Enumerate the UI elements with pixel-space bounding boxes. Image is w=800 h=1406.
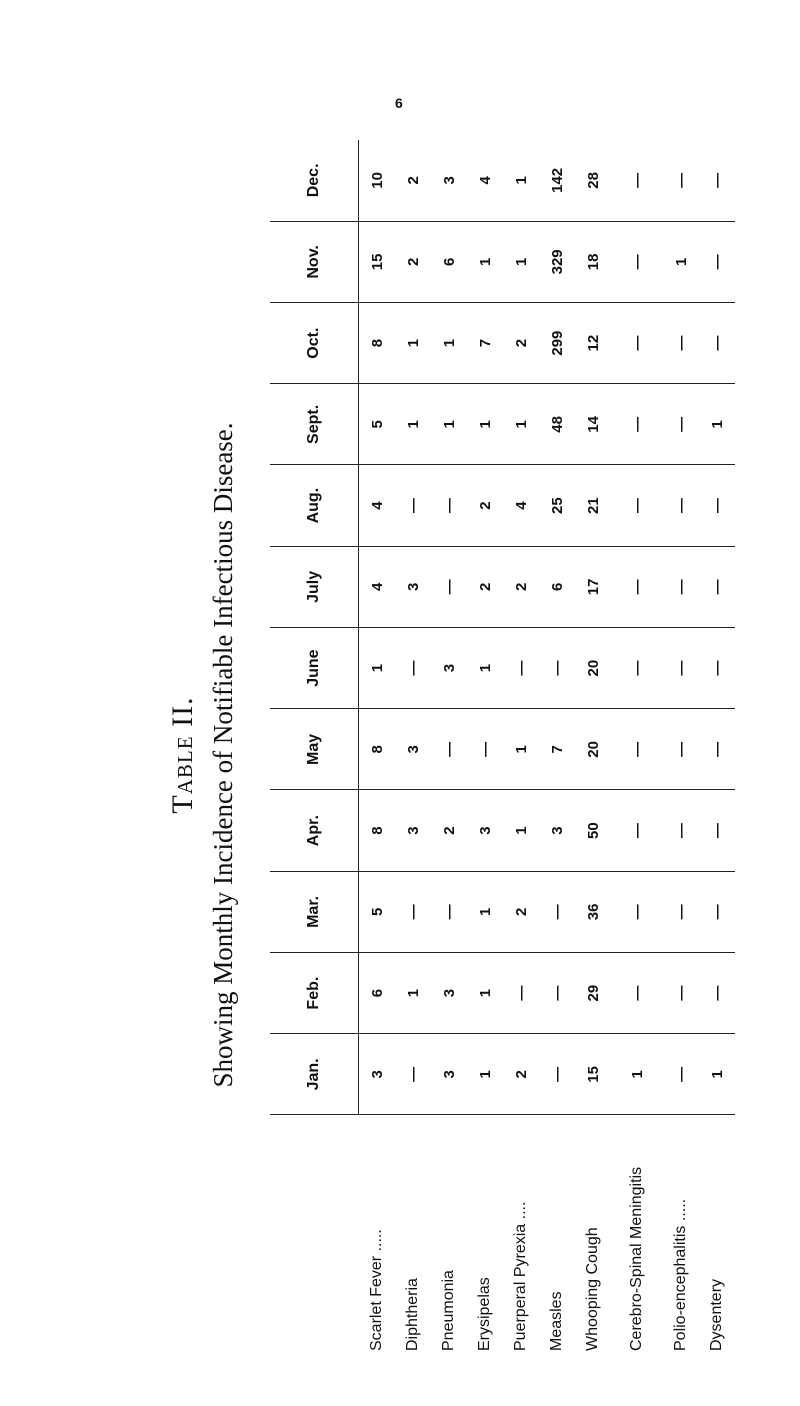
disease-label: Scarlet Fever [367,1255,385,1351]
cell-value: — [431,709,467,790]
cell-value: 20 [575,628,611,709]
cell-value: 8 [359,303,396,384]
cell-value: — [699,790,735,871]
month-header: Mar. [270,871,359,952]
disease-label: Pneumonia [440,1270,457,1351]
cell-value: 3 [395,790,431,871]
cell-value: — [611,140,663,221]
disease-name [431,1115,467,1365]
cell-value: 2 [503,546,539,627]
cell-value: — [699,140,735,221]
cell-value: 28 [575,140,611,221]
cell-value: 1 [359,628,396,709]
cell-value: — [539,953,575,1034]
cell-value: 7 [539,709,575,790]
disease-label: Puerperal Pyrexia [512,1223,529,1351]
header-corner [270,1115,359,1365]
cell-value: — [611,465,663,546]
cell-value: 8 [359,790,396,871]
cell-value: 6 [431,221,467,302]
dot-leader: ..... [672,1198,689,1222]
cell-value: — [663,628,699,709]
cell-value: 1 [467,628,503,709]
disease-name [611,1115,663,1365]
month-header: Nov. [270,221,359,302]
cell-value: 18 [575,221,611,302]
cell-value: — [611,303,663,384]
cell-value: — [699,546,735,627]
cell-value: — [699,709,735,790]
header-row [270,140,359,1365]
cell-value: 4 [467,140,503,221]
cell-value: 5 [359,384,396,465]
table-title: Showing Monthly Incidence of Notifiable Infectious Disease. [208,422,238,1088]
cell-value: — [699,953,735,1034]
table-row [503,140,539,1365]
cell-value: 2 [395,140,431,221]
table-body [359,140,736,1365]
table-row [575,140,611,1365]
month-header: Aug. [270,465,359,546]
cell-value: — [663,140,699,221]
disease-label: Whooping Cough [584,1227,601,1351]
cell-value: 2 [503,871,539,952]
disease-name [467,1115,503,1365]
cell-value: — [663,790,699,871]
rotated-table-block [160,135,760,1375]
disease-name [663,1115,699,1365]
cell-value: — [503,953,539,1034]
month-header: Jan. [270,1034,359,1115]
cell-value: 1 [503,384,539,465]
table-row [539,140,575,1365]
disease-label: Cerebro-Spinal Meningitis [628,1166,645,1351]
cell-value: 1 [503,790,539,871]
cell-value: 7 [467,303,503,384]
cell-value: 2 [431,790,467,871]
cell-value: 21 [575,465,611,546]
cell-value: 1 [467,384,503,465]
cell-value: — [611,709,663,790]
cell-value: — [395,628,431,709]
table-row [663,140,699,1365]
disease-name [503,1115,539,1365]
cell-value: 6 [539,546,575,627]
dot-leader: .... [512,1201,529,1220]
table-row [395,140,431,1365]
cell-value: — [699,871,735,952]
disease-label: Dysentery [708,1278,725,1351]
cell-value: 1 [467,221,503,302]
disease-label: Diphtheria [404,1278,421,1351]
cell-value: — [431,465,467,546]
disease-name [699,1115,735,1365]
cell-value: 1 [431,303,467,384]
cell-value: 29 [575,953,611,1034]
month-header: July [270,546,359,627]
disease-label: Measles [548,1291,565,1351]
cell-value: 1 [395,384,431,465]
cell-value: 329 [539,221,575,302]
page-number: 6 [395,95,403,111]
cell-value: — [663,871,699,952]
cell-value: 10 [359,140,396,221]
cell-value: — [467,709,503,790]
cell-value: 4 [503,465,539,546]
cell-value: 2 [467,465,503,546]
cell-value: 14 [575,384,611,465]
cell-value: — [699,465,735,546]
table-row [431,140,467,1365]
cell-value: 3 [395,709,431,790]
cell-value: — [663,1034,699,1115]
cell-value: 1 [503,221,539,302]
cell-value: 1 [503,709,539,790]
cell-value: 1 [699,384,735,465]
cell-value: — [663,384,699,465]
cell-value: 15 [575,1034,611,1115]
cell-value: — [611,221,663,302]
cell-value: 1 [395,953,431,1034]
cell-value: 1 [431,384,467,465]
cell-value: 8 [359,709,396,790]
cell-value: — [663,465,699,546]
cell-value: 1 [467,871,503,952]
cell-value: — [395,1034,431,1115]
cell-value: 299 [539,303,575,384]
cell-value: — [503,628,539,709]
cell-value: 50 [575,790,611,871]
disease-name [539,1115,575,1365]
cell-value: — [395,465,431,546]
cell-value: 142 [539,140,575,221]
cell-value: 12 [575,303,611,384]
month-header: Feb. [270,953,359,1034]
cell-value: — [539,628,575,709]
cell-value: 20 [575,709,611,790]
cell-value: — [611,790,663,871]
cell-value: 17 [575,546,611,627]
table-row [611,140,663,1365]
dot-leader: ..... [367,1229,385,1252]
cell-value: 1 [395,303,431,384]
cell-value: 36 [575,871,611,952]
incidence-table [270,140,735,1365]
cell-value: — [663,303,699,384]
cell-value: 2 [467,546,503,627]
cell-value: — [539,871,575,952]
cell-value: 48 [539,384,575,465]
table-label: Table II. [166,696,199,814]
cell-value: 5 [359,871,396,952]
cell-value: 2 [503,1034,539,1115]
cell-value: 3 [431,140,467,221]
cell-value: 4 [359,546,396,627]
cell-value: — [699,303,735,384]
cell-value: 2 [503,303,539,384]
month-header: Dec. [270,140,359,221]
cell-value: 1 [467,1034,503,1115]
cell-value: 1 [467,953,503,1034]
disease-name [575,1115,611,1365]
month-header: Apr. [270,790,359,871]
cell-value: 3 [431,953,467,1034]
cell-value: 1 [699,1034,735,1115]
table-row [699,140,735,1365]
month-header: May [270,709,359,790]
cell-value: 3 [431,1034,467,1115]
table-row [467,140,503,1365]
cell-value: — [611,628,663,709]
disease-name [359,1115,396,1365]
cell-value: 3 [467,790,503,871]
disease-name [395,1115,431,1365]
cell-value: — [539,1034,575,1115]
cell-value: — [431,546,467,627]
cell-value: 1 [663,221,699,302]
cell-value: 1 [503,140,539,221]
cell-value: 15 [359,221,396,302]
cell-value: — [699,221,735,302]
cell-value: 25 [539,465,575,546]
cell-value: 3 [431,628,467,709]
cell-value: 4 [359,465,396,546]
cell-value: — [663,546,699,627]
cell-value: — [611,384,663,465]
cell-value: 2 [395,221,431,302]
month-header: June [270,628,359,709]
cell-value: — [663,953,699,1034]
cell-value: 3 [539,790,575,871]
cell-value: — [611,546,663,627]
cell-value: 1 [611,1034,663,1115]
disease-label: Polio-encephalitis [672,1225,689,1351]
cell-value: — [431,871,467,952]
cell-value: 3 [395,546,431,627]
month-header: Sept. [270,384,359,465]
cell-value: — [699,628,735,709]
cell-value: — [611,953,663,1034]
cell-value: — [663,709,699,790]
cell-value: 6 [359,953,396,1034]
table-row [359,140,396,1365]
cell-value: 3 [359,1034,396,1115]
month-header: Oct. [270,303,359,384]
cell-value: — [611,871,663,952]
disease-label: Erysipelas [476,1277,493,1351]
cell-value: — [395,871,431,952]
